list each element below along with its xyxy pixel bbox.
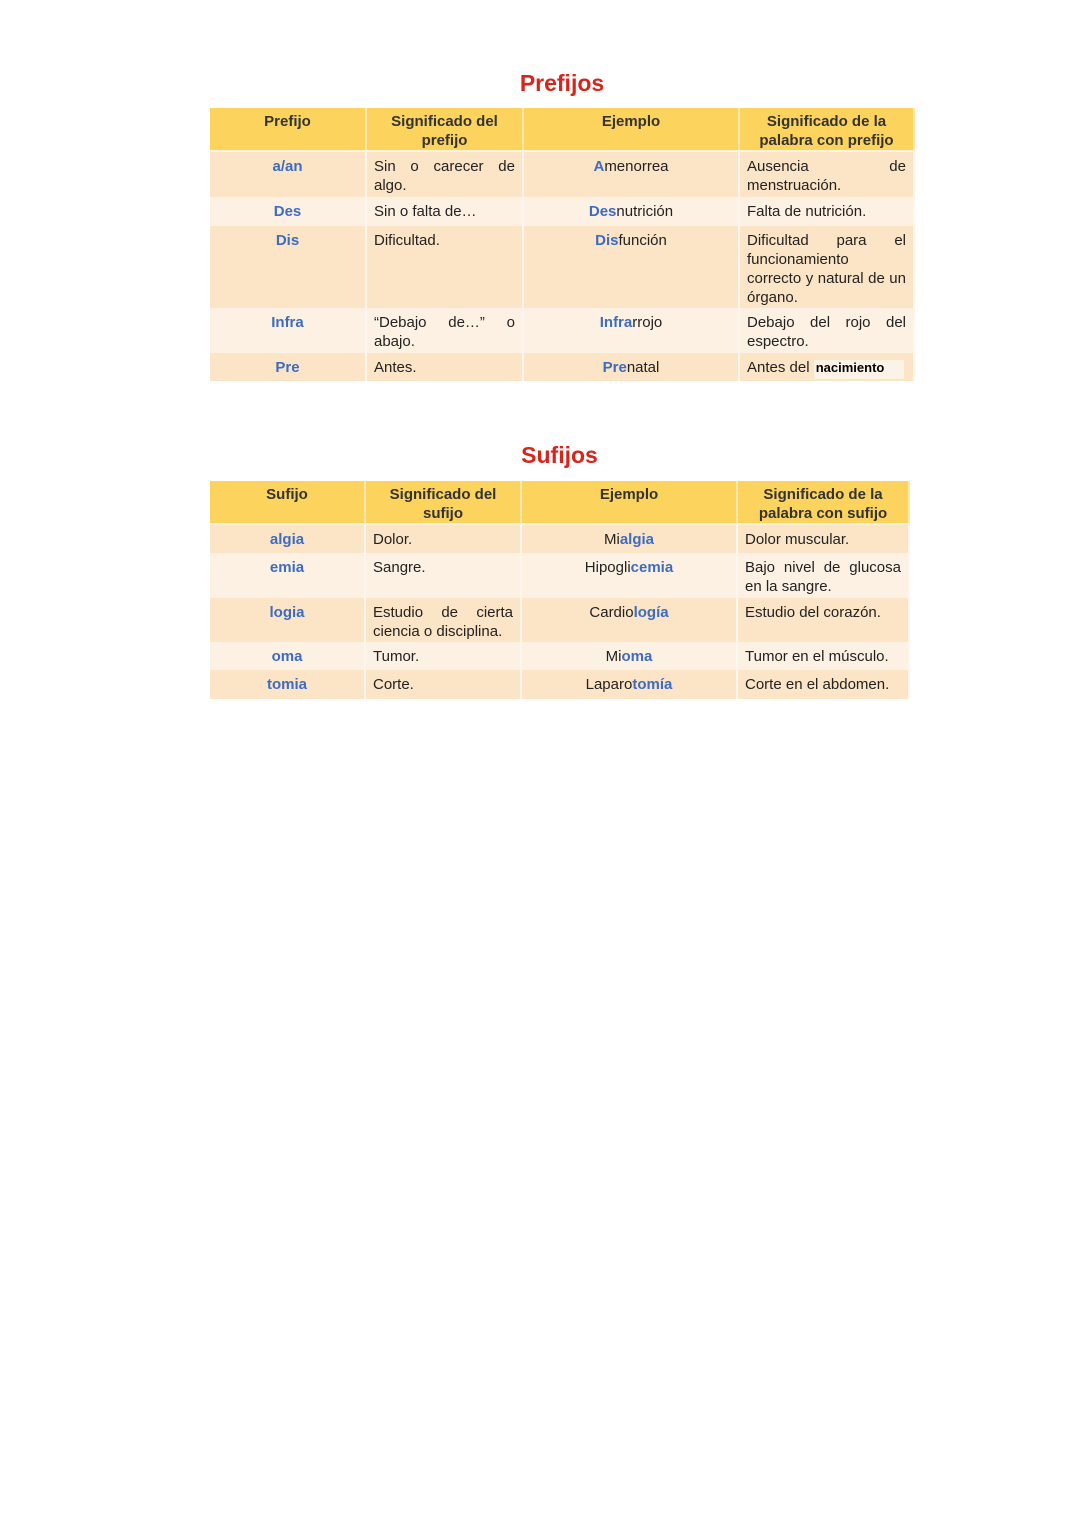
example-post: rrojo <box>632 314 663 331</box>
example-cell <box>523 197 739 226</box>
example-cell <box>521 553 737 598</box>
example-cell <box>523 308 739 353</box>
word-meaning-text: Bajo nivel de glucosa en la sangre. <box>745 559 901 595</box>
word-meaning-cell <box>737 670 909 699</box>
example-highlight: cemia <box>630 559 674 576</box>
word-meaning-cell <box>737 642 909 670</box>
meaning-cell: Sin o carecer de algo. <box>366 151 523 197</box>
word-meaning-cell <box>737 553 909 598</box>
example-pre: Mi <box>603 531 620 548</box>
column-header: Significado de la palabra con prefijo <box>739 108 914 151</box>
table-row <box>210 353 914 381</box>
meaning-cell: Dolor. <box>365 524 521 553</box>
example-pre: Mi <box>605 648 622 665</box>
affix-cell: oma <box>210 642 365 670</box>
prefijos-title: Prefijos <box>519 70 605 96</box>
affix-cell: logia <box>210 598 365 642</box>
example-cell <box>521 670 737 699</box>
table-row <box>210 197 914 226</box>
example-pre: Cardio <box>589 604 634 621</box>
meaning-cell: Sin o falta de… <box>366 197 523 226</box>
affix-cell: Dis <box>210 226 366 308</box>
affix-cell: emia <box>210 553 365 598</box>
affix-cell: algia <box>210 524 365 553</box>
table-row <box>210 553 909 598</box>
word-meaning-text: Debajo del rojo del espectro. <box>747 314 906 350</box>
word-meaning-text: Dolor muscular. <box>745 531 850 548</box>
table-row <box>210 670 909 699</box>
prefijos-table <box>210 108 915 381</box>
sufijos-table <box>210 481 910 699</box>
table-row <box>210 308 914 353</box>
affix-cell: Des <box>210 197 366 226</box>
meaning-cell: Corte. <box>365 670 521 699</box>
table-row <box>210 598 909 642</box>
affix-cell: Infra <box>210 308 366 353</box>
example-post: natal <box>626 359 660 376</box>
column-header: Significado de la palabra con sufijo <box>737 481 909 524</box>
example-cell <box>521 524 737 553</box>
example-pre: Laparo <box>585 676 633 693</box>
column-header: Significado del prefijo <box>366 108 523 151</box>
example-cell <box>523 226 739 308</box>
example-cell <box>523 151 739 197</box>
example-cell <box>521 598 737 642</box>
word-meaning-text: Estudio del corazón. <box>745 604 881 621</box>
example-post: menorrea <box>604 158 669 175</box>
word-meaning-text: Falta de nutrición. <box>747 203 867 220</box>
affix-cell: tomia <box>210 670 365 699</box>
example-highlight: Des <box>588 203 617 220</box>
word-meaning-cell <box>739 197 914 226</box>
example-highlight: Pre <box>602 359 627 376</box>
example-post: nutrición <box>616 203 674 220</box>
table-row <box>210 226 914 308</box>
meaning-cell: Tumor. <box>365 642 521 670</box>
table-row <box>210 151 914 197</box>
example-highlight: oma <box>621 648 653 665</box>
table-row <box>210 642 909 670</box>
column-header: Prefijo <box>210 108 366 151</box>
meaning-cell: “Debajo de…” o abajo. <box>366 308 523 353</box>
affix-cell: Pre <box>210 353 366 381</box>
column-header: Sufijo <box>210 481 365 524</box>
meaning-cell: Dificultad. <box>366 226 523 308</box>
word-meaning-cell <box>739 226 914 308</box>
column-header: Ejemplo <box>523 108 739 151</box>
meaning-cell: Antes. <box>366 353 523 381</box>
word-meaning-cell <box>739 308 914 353</box>
example-highlight: algia <box>619 531 654 548</box>
meaning-cell: Sangre. <box>365 553 521 598</box>
word-meaning-text: Ausencia de menstruación. <box>747 158 906 194</box>
sufijos-title: Sufijos <box>521 442 598 468</box>
example-post: función <box>618 232 667 249</box>
column-header: Significado del sufijo <box>365 481 521 524</box>
example-highlight: logía <box>633 604 669 621</box>
word-meaning-text: Corte en el abdomen. <box>745 676 890 693</box>
word-meaning-cell <box>737 524 909 553</box>
word-meaning-text: Antes del <box>747 359 810 376</box>
table-header-row <box>210 481 909 524</box>
example-highlight: tomía <box>632 676 673 693</box>
table-header-row <box>210 108 914 151</box>
table-row <box>210 524 909 553</box>
word-meaning-cell <box>739 151 914 197</box>
example-cell <box>521 642 737 670</box>
example-highlight: A <box>593 158 605 175</box>
word-meaning-cell <box>739 353 914 381</box>
word-meaning-text: Tumor en el músculo. <box>745 648 889 665</box>
word-meaning-text: Dificultad para el funcionamiento correcto y natural de un órgano. <box>747 232 906 306</box>
example-highlight: Infra <box>599 314 633 331</box>
word-meaning-patch: nacimiento <box>814 360 905 379</box>
example-highlight: Dis <box>595 232 619 249</box>
meaning-cell: Estudio de cierta ciencia o disciplina. <box>365 598 521 642</box>
column-header: Ejemplo <box>521 481 737 524</box>
example-cell <box>523 353 739 381</box>
affix-cell: a/an <box>210 151 366 197</box>
example-pre: Hipogli <box>584 559 631 576</box>
word-meaning-cell <box>737 598 909 642</box>
